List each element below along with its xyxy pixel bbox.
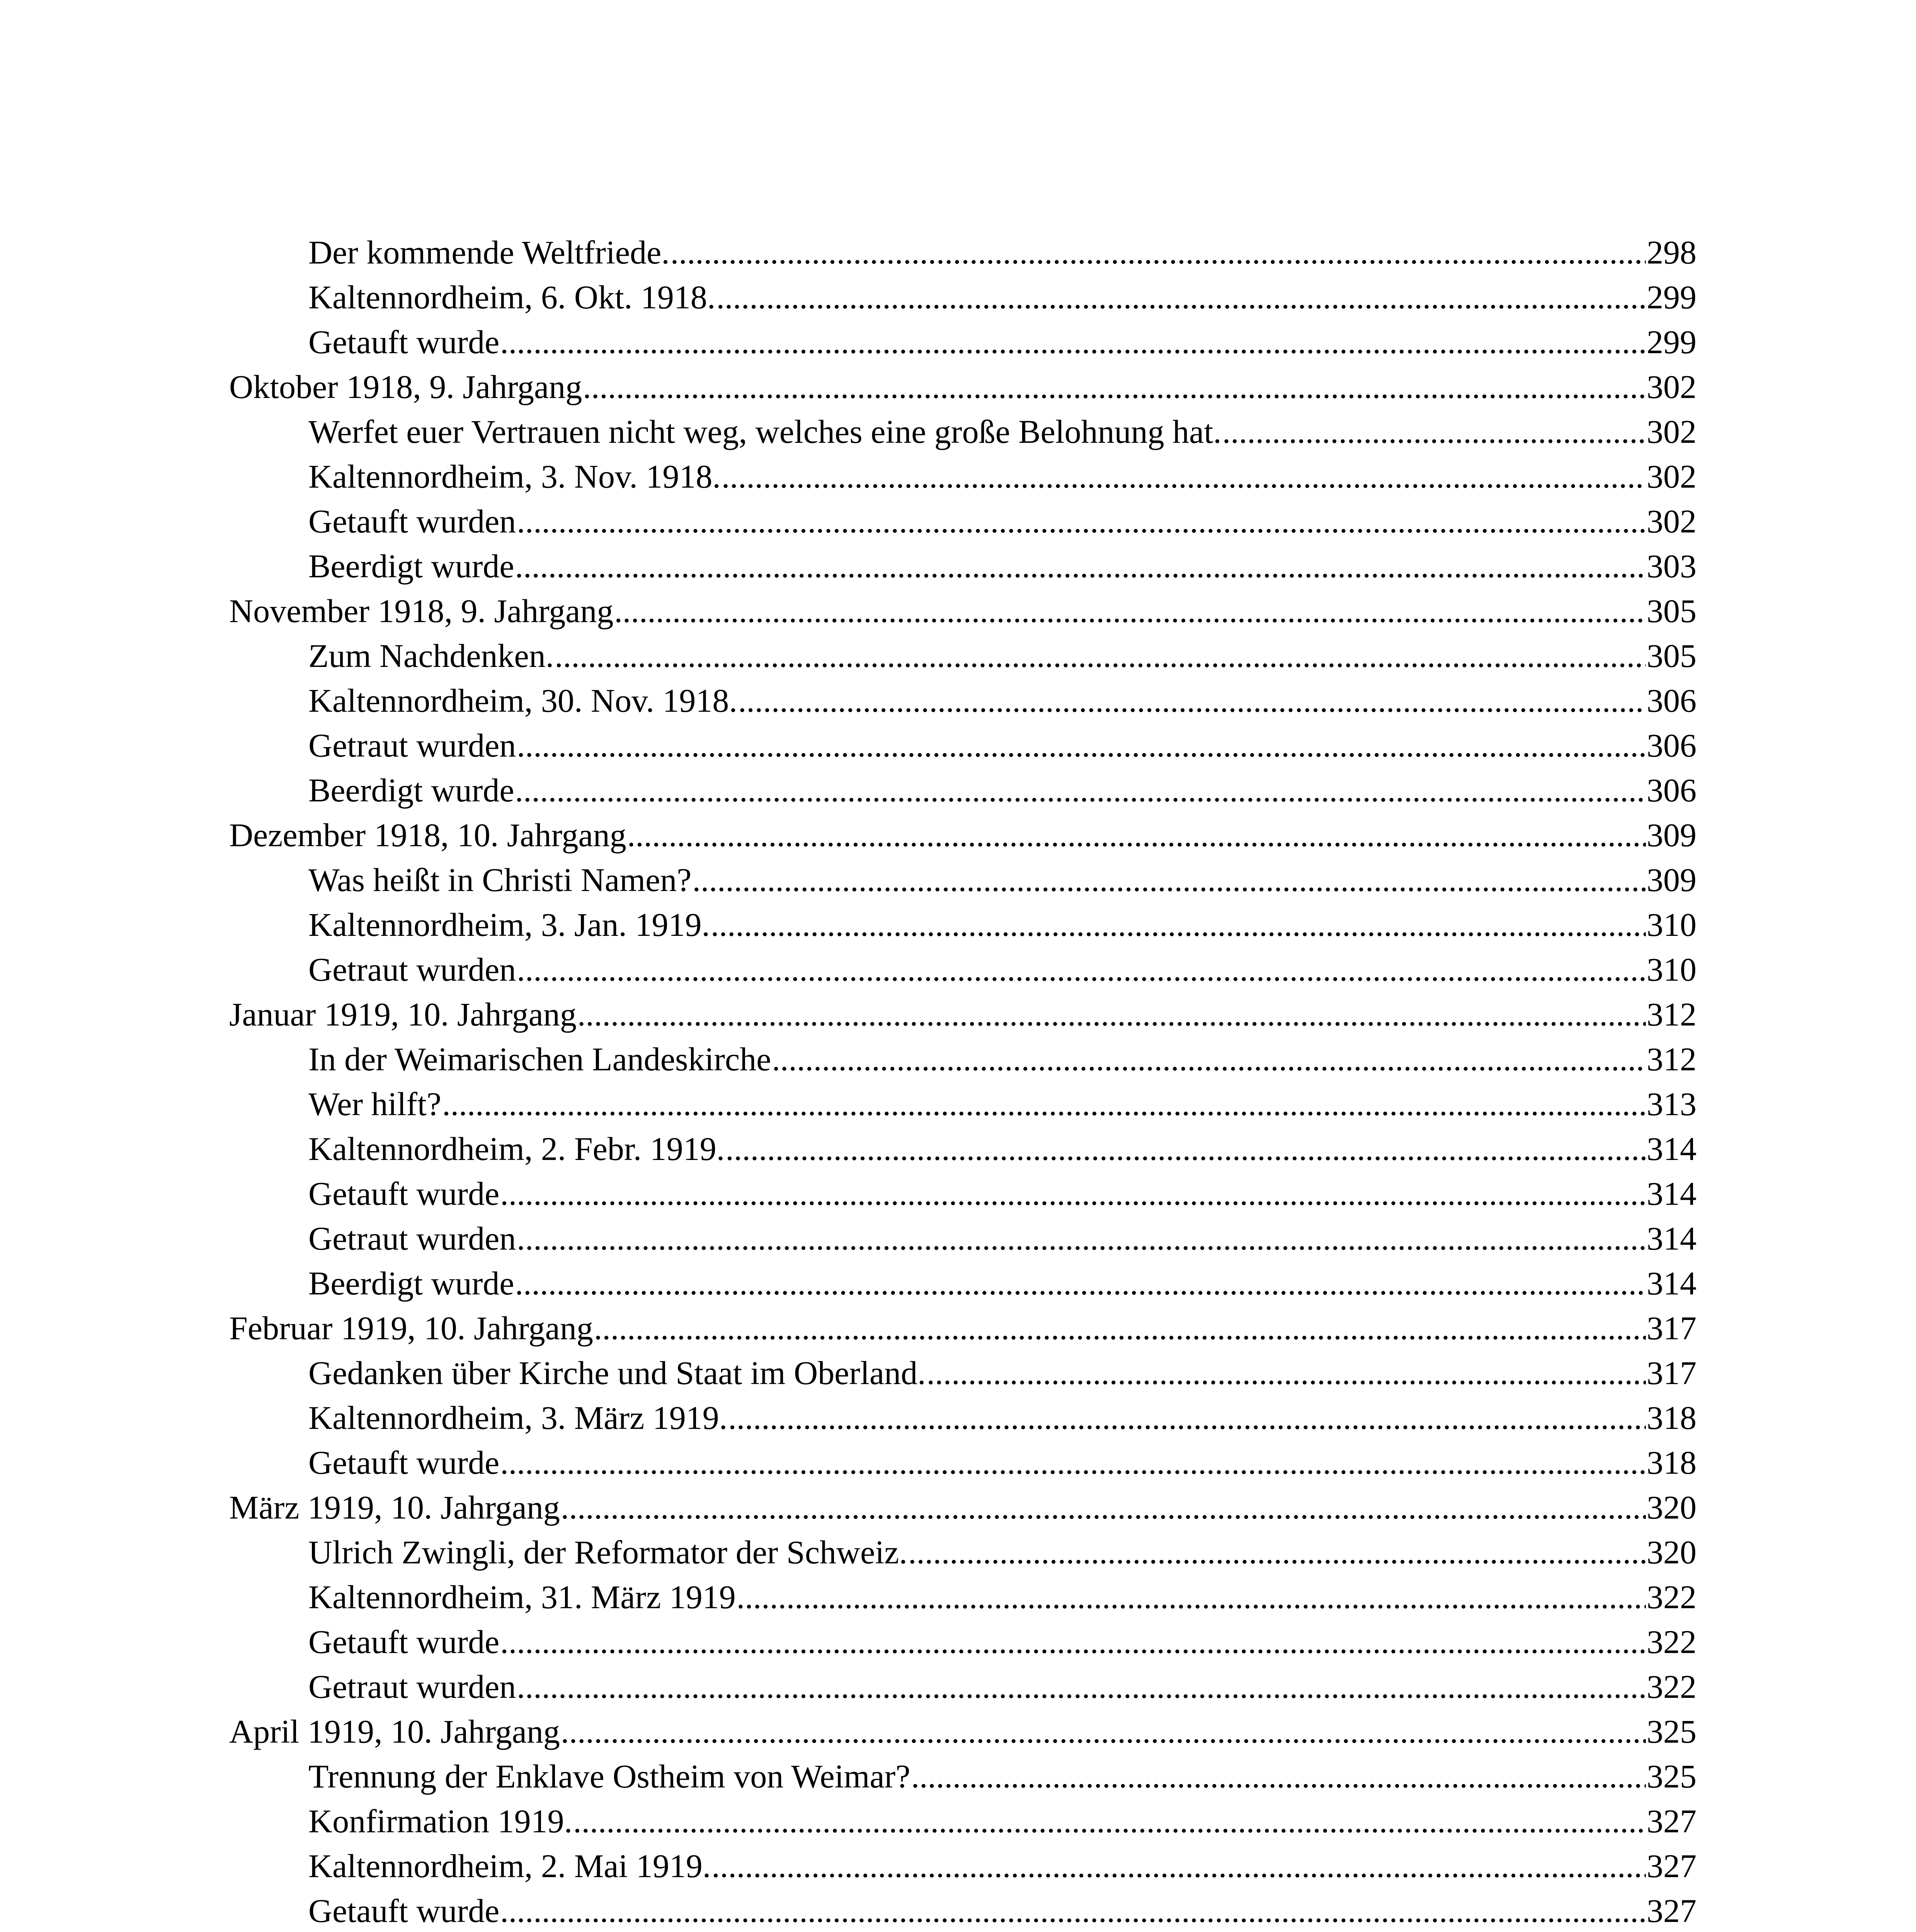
toc-entry-page: 306 xyxy=(1647,727,1696,764)
toc-dot-leader xyxy=(555,639,1646,672)
toc-subentry xyxy=(229,1125,1696,1170)
toc-entry-title: Zum Nachdenken. xyxy=(308,637,554,674)
toc-entry-title: Getraut wurden xyxy=(308,1668,516,1705)
toc-dot-leader xyxy=(561,1491,1646,1524)
toc-entry-page: 310 xyxy=(1647,906,1696,943)
toc-dot-leader xyxy=(517,505,1646,538)
toc-entry-title: Kaltennordheim, 6. Okt. 1918. xyxy=(308,279,716,316)
toc-entry-title: Beerdigt wurde xyxy=(308,772,514,809)
toc-dot-leader xyxy=(670,236,1646,269)
toc-section-entry xyxy=(229,587,1696,632)
toc-entry-page: 309 xyxy=(1647,816,1696,854)
toc-section-entry xyxy=(229,811,1696,856)
toc-entry-title: Getraut wurden xyxy=(308,727,516,764)
toc-entry-page: 309 xyxy=(1647,861,1696,898)
toc-entry-page: 312 xyxy=(1647,1041,1696,1078)
toc-dot-leader xyxy=(583,370,1646,403)
toc-entry-title: Kaltennordheim, 3. Nov. 1918. xyxy=(308,458,721,495)
toc-entry-title: April 1919, 10. Jahrgang xyxy=(229,1713,560,1750)
toc-section-entry xyxy=(229,1304,1696,1349)
toc-subentry xyxy=(229,453,1696,498)
toc-entry-page: 298 xyxy=(1647,234,1696,271)
toc-subentry xyxy=(229,946,1696,991)
toc-entry-title: Beerdigt wurde xyxy=(308,548,514,585)
toc-entry-page: 303 xyxy=(1647,548,1696,585)
toc-dot-leader xyxy=(561,1715,1646,1748)
toc-entry-page: 306 xyxy=(1647,772,1696,809)
toc-dot-leader xyxy=(627,818,1646,852)
toc-dot-leader xyxy=(721,460,1646,493)
toc-entry-title: Oktober 1918, 9. Jahrgang xyxy=(229,368,582,405)
toc-dot-leader xyxy=(515,774,1646,807)
toc-subentry xyxy=(229,1798,1696,1842)
toc-dot-leader xyxy=(738,684,1646,717)
toc-entry-page: 305 xyxy=(1647,592,1696,629)
toc-entry-title: In der Weimarischen Landeskirche xyxy=(308,1041,771,1078)
toc-subentry xyxy=(229,1349,1696,1394)
toc-subentry xyxy=(229,1170,1696,1215)
toc-dot-leader xyxy=(737,1580,1646,1614)
toc-dot-leader xyxy=(500,1625,1646,1658)
toc-dot-leader xyxy=(614,594,1646,628)
toc-entry-title: Getraut wurden xyxy=(308,1220,516,1257)
toc-entry-page: 314 xyxy=(1647,1220,1696,1257)
toc-entry-page: 306 xyxy=(1647,682,1696,719)
toc-entry-page: 325 xyxy=(1647,1758,1696,1795)
toc-dot-leader xyxy=(517,1670,1646,1703)
toc-entry-title: Getauft wurde xyxy=(308,1175,500,1212)
toc-subentry xyxy=(229,318,1696,363)
toc-entry-title: November 1918, 9. Jahrgang xyxy=(229,592,614,629)
toc-entry-page: 313 xyxy=(1647,1085,1696,1122)
toc-entry-page: 302 xyxy=(1647,368,1696,405)
toc-entry-page: 318 xyxy=(1647,1444,1696,1481)
toc-entry-page: 325 xyxy=(1647,1713,1696,1750)
toc-dot-leader xyxy=(911,1760,1646,1793)
toc-entry-page: 310 xyxy=(1647,951,1696,988)
toc-entry-page: 312 xyxy=(1647,996,1696,1033)
toc-dot-leader xyxy=(927,1356,1646,1389)
toc-entry-page: 320 xyxy=(1647,1489,1696,1526)
toc-entry-page: 314 xyxy=(1647,1265,1696,1302)
toc-entry-page: 320 xyxy=(1647,1534,1696,1571)
toc-entry-title: Getraut wurden xyxy=(308,951,516,988)
toc-subentry xyxy=(229,1529,1696,1573)
toc-entry-page: 305 xyxy=(1647,637,1696,674)
toc-subentry xyxy=(229,1394,1696,1439)
toc-entry-title: Gedanken über Kirche und Staat im Oberland. xyxy=(308,1354,926,1391)
toc-subentry xyxy=(229,1080,1696,1125)
toc-subentry xyxy=(229,722,1696,767)
toc-entry-title: Kaltennordheim, 30. Nov. 1918. xyxy=(308,682,737,719)
toc-subentry xyxy=(229,1439,1696,1484)
toc-section-entry xyxy=(229,1708,1696,1753)
toc-dot-leader xyxy=(594,1311,1646,1345)
toc-entry-title: Trennung der Enklave Ostheim von Weimar? xyxy=(308,1758,910,1795)
toc-entry-title: März 1919, 10. Jahrgang xyxy=(229,1489,560,1526)
toc-section-entry xyxy=(229,1484,1696,1529)
toc-subentry xyxy=(229,1573,1696,1618)
toc-entry-title: Getauft wurde xyxy=(308,1623,500,1660)
toc-entry-title: Ulrich Zwingli, der Reformator der Schweiz. xyxy=(308,1534,907,1571)
toc-dot-leader xyxy=(728,1401,1646,1434)
toc-subentry xyxy=(229,632,1696,677)
toc-subentry xyxy=(229,498,1696,543)
toc-subentry xyxy=(229,1215,1696,1260)
toc-entry-title: Dezember 1918, 10. Jahrgang xyxy=(229,816,626,854)
toc-subentry xyxy=(229,1842,1696,1887)
toc-entry-page: 318 xyxy=(1647,1399,1696,1436)
toc-entry-title: Kaltennordheim, 2. Febr. 1919. xyxy=(308,1130,725,1167)
toc-subentry xyxy=(229,767,1696,811)
toc-entry-title: Wer hilft? xyxy=(308,1085,442,1122)
toc-dot-leader xyxy=(517,953,1646,986)
toc-dot-leader xyxy=(442,1087,1646,1121)
toc-dot-leader xyxy=(515,549,1646,583)
toc-subentry xyxy=(229,1887,1696,1932)
toc-subentry xyxy=(229,543,1696,587)
toc-subentry xyxy=(229,1753,1696,1798)
toc-subentry xyxy=(229,677,1696,722)
toc-dot-leader xyxy=(772,1043,1646,1076)
toc-dot-leader xyxy=(711,908,1646,941)
toc-entry-title: Getauft wurde xyxy=(308,323,500,361)
toc-entry-page: 302 xyxy=(1647,413,1696,450)
toc-dot-leader xyxy=(1222,415,1646,448)
toc-entry-page: 317 xyxy=(1647,1354,1696,1391)
toc-entry-title: Getauft wurde xyxy=(308,1444,500,1481)
toc-dot-leader xyxy=(500,1446,1646,1479)
toc-dot-leader xyxy=(711,1849,1646,1883)
toc-dot-leader xyxy=(692,863,1646,896)
toc-section-entry xyxy=(229,363,1696,408)
toc-entry-page: 327 xyxy=(1647,1847,1696,1884)
toc-entry-page: 302 xyxy=(1647,458,1696,495)
toc-subentry xyxy=(229,856,1696,901)
toc-entry-title: Kaltennordheim, 31. März 1919 xyxy=(308,1578,736,1616)
toc-entry-title: Werfet euer Vertrauen nicht weg, welches eine große Belohnung hat. xyxy=(308,413,1222,450)
toc-entry-page: 299 xyxy=(1647,279,1696,316)
toc-entry-title: Kaltennordheim, 3. Jan. 1919. xyxy=(308,906,710,943)
toc-entry-page: 317 xyxy=(1647,1310,1696,1347)
toc-dot-leader xyxy=(500,1177,1646,1210)
toc-subentry xyxy=(229,408,1696,453)
toc-entry-page: 314 xyxy=(1647,1130,1696,1167)
toc-subentry xyxy=(229,1036,1696,1080)
toc-entry-title: Kaltennordheim, 3. März 1919. xyxy=(308,1399,728,1436)
toc-subentry xyxy=(229,274,1696,318)
toc-entry-page: 322 xyxy=(1647,1623,1696,1660)
toc-dot-leader xyxy=(725,1132,1646,1165)
toc-entry-title: Der kommende Weltfriede. xyxy=(308,234,670,271)
toc-subentry xyxy=(229,1663,1696,1708)
toc-dot-leader xyxy=(515,1267,1646,1300)
toc-entry-title: Was heißt in Christi Namen? xyxy=(308,861,692,898)
toc-subentry xyxy=(229,1618,1696,1663)
toc-dot-leader xyxy=(908,1536,1646,1569)
toc-entry-page: 299 xyxy=(1647,323,1696,361)
toc-subentry xyxy=(229,1260,1696,1304)
toc-entry-title: Getauft wurden xyxy=(308,503,516,540)
toc-entry-title: Februar 1919, 10. Jahrgang xyxy=(229,1310,593,1347)
toc-entry-page: 322 xyxy=(1647,1668,1696,1705)
toc-dot-leader xyxy=(577,998,1646,1031)
toc-dot-leader xyxy=(500,1894,1646,1927)
toc-dot-leader xyxy=(517,1222,1646,1255)
toc-entry-title: Getauft wurde xyxy=(308,1892,500,1929)
toc-entry-page: 314 xyxy=(1647,1175,1696,1212)
toc-subentry xyxy=(229,229,1696,274)
toc-entry-page: 322 xyxy=(1647,1578,1696,1616)
toc-entry-page: 327 xyxy=(1647,1803,1696,1840)
toc-section-entry xyxy=(229,991,1696,1036)
table-of-contents xyxy=(229,229,1696,1932)
toc-entry-title: Kaltennordheim, 2. Mai 1919. xyxy=(308,1847,711,1884)
toc-entry-page: 327 xyxy=(1647,1892,1696,1929)
toc-dot-leader xyxy=(716,281,1646,314)
toc-dot-leader xyxy=(517,729,1646,762)
toc-entry-title: Konfirmation 1919. xyxy=(308,1803,573,1840)
toc-dot-leader xyxy=(500,325,1646,359)
toc-dot-leader xyxy=(573,1804,1646,1838)
toc-subentry xyxy=(229,901,1696,946)
toc-entry-page: 302 xyxy=(1647,503,1696,540)
toc-entry-title: Beerdigt wurde xyxy=(308,1265,514,1302)
toc-entry-title: Januar 1919, 10. Jahrgang xyxy=(229,996,577,1033)
